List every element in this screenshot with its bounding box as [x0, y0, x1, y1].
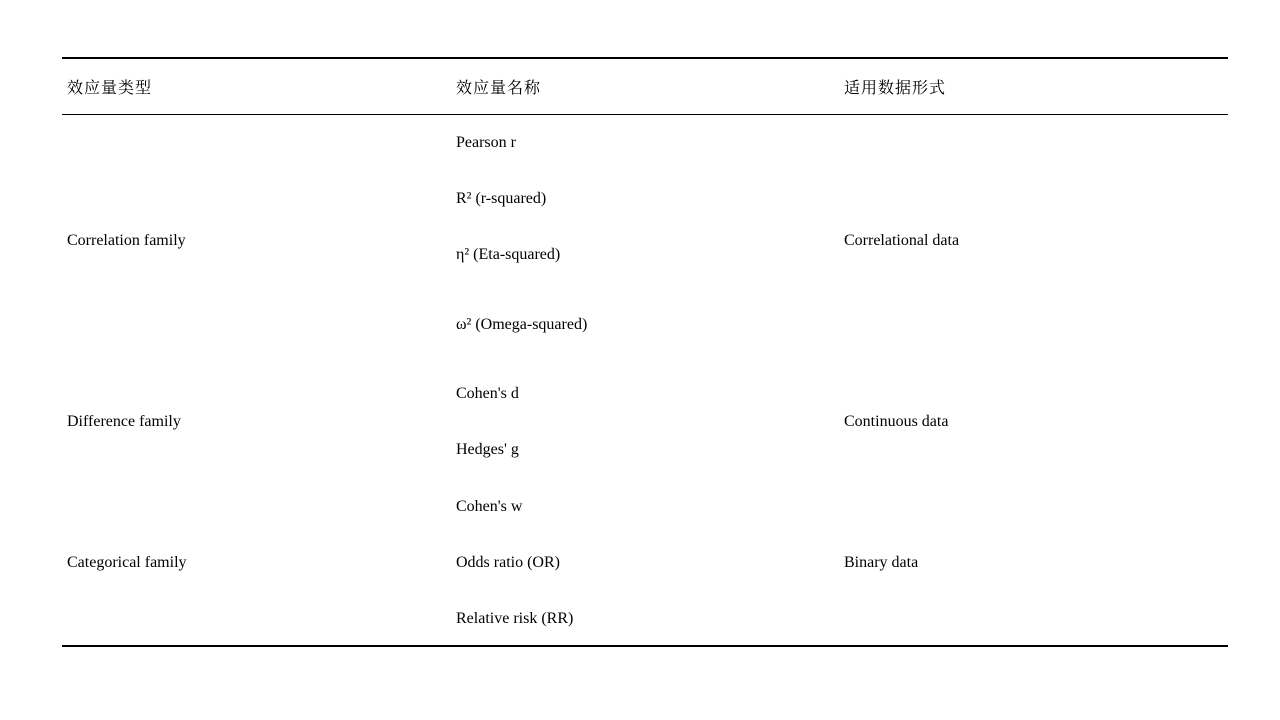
effect-name-r-squared: R² (r-squared) [456, 190, 547, 207]
effect-name-cohens-w: Cohen's w [456, 498, 523, 515]
effect-name-omega-squared: ω² (Omega-squared) [456, 316, 588, 333]
group-type-categorical: Categorical family [67, 554, 187, 571]
effect-name-relative-risk: Relative risk (RR) [456, 610, 574, 627]
effect-name-eta-squared: η² (Eta-squared) [456, 246, 561, 263]
data-form-binary: Binary data [844, 554, 919, 571]
table-bottom-rule [62, 645, 1228, 647]
table-top-rule [62, 57, 1228, 59]
effect-name-hedges-g: Hedges' g [456, 441, 519, 458]
group-type-difference: Difference family [67, 413, 181, 430]
data-form-continuous: Continuous data [844, 413, 949, 430]
header-data-form: 适用数据形式 [844, 78, 947, 97]
group-type-correlation: Correlation family [67, 232, 186, 249]
data-form-correlational: Correlational data [844, 232, 960, 249]
table-header-rule [62, 114, 1228, 115]
effect-name-odds-ratio: Odds ratio (OR) [456, 554, 560, 571]
header-effect-size-type: 效应量类型 [67, 78, 153, 97]
header-effect-size-name: 效应量名称 [456, 78, 542, 97]
effect-name-cohens-d: Cohen's d [456, 385, 519, 402]
effect-name-pearson-r: Pearson r [456, 134, 516, 151]
